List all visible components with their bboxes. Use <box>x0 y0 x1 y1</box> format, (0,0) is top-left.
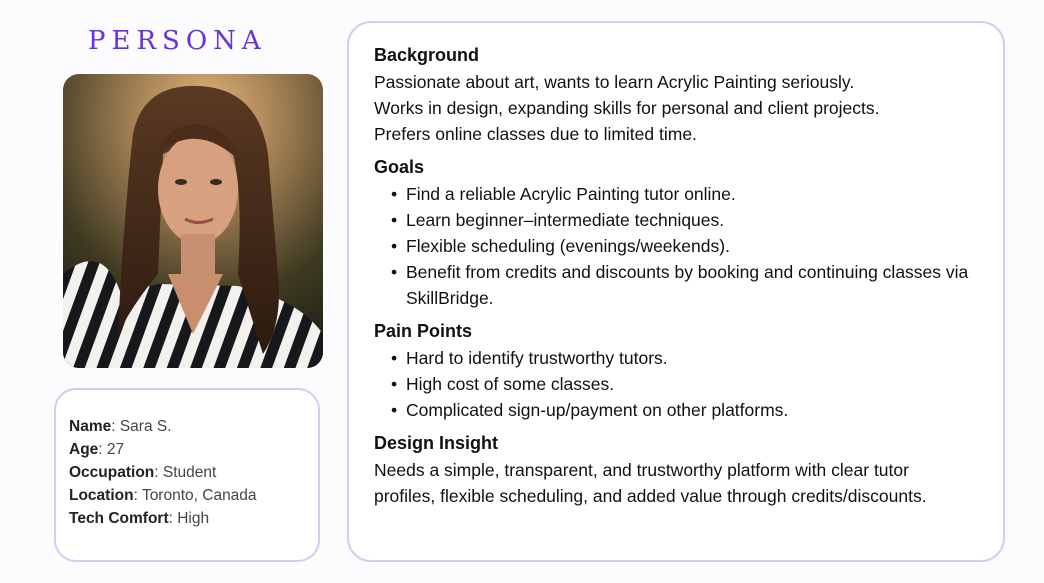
background-line: Passionate about art, wants to learn Acrylic Painting seriously. <box>374 72 855 92</box>
goal-item: • Find a reliable Acrylic Painting tutor online. <box>374 181 974 207</box>
design-insight-section <box>374 431 974 509</box>
pain-points-section <box>374 319 974 423</box>
background-heading: Background <box>374 45 480 65</box>
pain-point-item: • High cost of some classes. <box>374 371 974 397</box>
design-insight-heading: Design Insight <box>374 433 499 453</box>
profile-occupation: Occupation: Student <box>69 464 217 481</box>
goals-section <box>374 155 974 311</box>
persona-photo <box>63 74 323 368</box>
goal-item: • Flexible scheduling (evenings/weekends). <box>374 233 974 259</box>
profile-tech-comfort: Tech Comfort: High <box>69 510 210 527</box>
profile-card <box>54 388 320 562</box>
profile-age: Age: 27 <box>69 441 125 458</box>
goals-heading: Goals <box>374 157 425 177</box>
goal-item: • Benefit from credits and discounts by booking and continuing classes via SkillBridge. <box>374 259 974 311</box>
pain-points-heading: Pain Points <box>374 321 473 341</box>
background-line: Prefers online classes due to limited time. <box>374 124 697 144</box>
details-card <box>347 21 1005 562</box>
profile-location: Location: Toronto, Canada <box>69 487 257 504</box>
profile-fields <box>69 415 257 530</box>
design-insight-text: Needs a simple, transparent, and trustworthy platform with clear tutor profiles, flexible scheduling, and added value through credits/discounts. <box>374 460 927 506</box>
pain-point-item: • Complicated sign-up/payment on other platforms. <box>374 397 974 423</box>
background-section <box>374 43 974 147</box>
background-line: Works in design, expanding skills for personal and client projects. <box>374 98 880 118</box>
profile-name: Name: Sara S. <box>69 418 172 435</box>
pain-point-item: • Hard to identify trustworthy tutors. <box>374 345 974 371</box>
goal-item: • Learn beginner–intermediate techniques. <box>374 207 974 233</box>
persona-title: PERSONA <box>88 26 267 56</box>
